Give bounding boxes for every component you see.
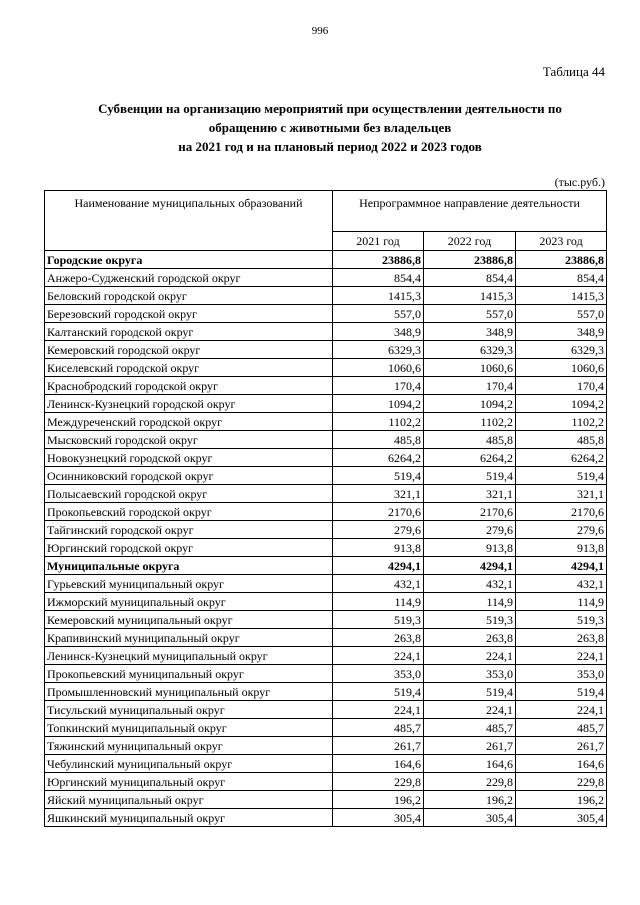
- amount-cell: 224,1: [516, 701, 607, 719]
- amount-cell: 913,8: [424, 539, 516, 557]
- municipality-name-cell: Калтанский городской округ: [45, 323, 333, 341]
- table-row: [45, 377, 607, 395]
- amount-cell: 1060,6: [424, 359, 516, 377]
- amount-cell: 114,9: [333, 593, 424, 611]
- amount-cell: 557,0: [516, 305, 607, 323]
- amount-cell: 229,8: [424, 773, 516, 791]
- amount-cell: 854,4: [333, 269, 424, 287]
- amount-cell: 263,8: [424, 629, 516, 647]
- amount-cell: 23886,8: [424, 251, 516, 269]
- amount-cell: 348,9: [424, 323, 516, 341]
- title-line: на 2021 год и на плановый период 2022 и 2023 годов: [178, 139, 482, 154]
- municipality-name-cell: Промышленновский муниципальный округ: [45, 683, 333, 701]
- amount-cell: 263,8: [516, 629, 607, 647]
- column-header-name: Наименование муниципальных образований: [45, 191, 333, 251]
- amount-cell: 557,0: [333, 305, 424, 323]
- municipality-name-cell: Новокузнецкий городской округ: [45, 449, 333, 467]
- amount-cell: 1094,2: [424, 395, 516, 413]
- amount-cell: 519,4: [333, 683, 424, 701]
- amount-cell: 196,2: [424, 791, 516, 809]
- amount-cell: 6264,2: [333, 449, 424, 467]
- table-row: [45, 701, 607, 719]
- amount-cell: 432,1: [516, 575, 607, 593]
- amount-cell: 6329,3: [516, 341, 607, 359]
- table-row: [45, 341, 607, 359]
- municipality-name-cell: Беловский городской округ: [45, 287, 333, 305]
- municipality-name-cell: Гурьевский муниципальный округ: [45, 575, 333, 593]
- municipality-name-cell: Тисульский муниципальный округ: [45, 701, 333, 719]
- amount-cell: 305,4: [333, 809, 424, 827]
- amount-cell: 557,0: [424, 305, 516, 323]
- municipality-name-cell: Киселевский городской округ: [45, 359, 333, 377]
- amount-cell: 263,8: [333, 629, 424, 647]
- amount-cell: 1060,6: [333, 359, 424, 377]
- municipality-name-cell: Прокопьевский муниципальный округ: [45, 665, 333, 683]
- amount-cell: 170,4: [333, 377, 424, 395]
- amount-cell: 485,8: [424, 431, 516, 449]
- table-row: [45, 467, 607, 485]
- column-header-program: Непрограммное направление деятельности: [333, 191, 607, 232]
- municipality-name-cell: Чебулинский муниципальный округ: [45, 755, 333, 773]
- amount-cell: 1060,6: [516, 359, 607, 377]
- amount-cell: 23886,8: [333, 251, 424, 269]
- amount-cell: 164,6: [333, 755, 424, 773]
- table-row: [45, 593, 607, 611]
- amount-cell: 170,4: [424, 377, 516, 395]
- amount-cell: 1102,2: [333, 413, 424, 431]
- municipality-name-cell: Междуреченский городской округ: [45, 413, 333, 431]
- table-row: [45, 611, 607, 629]
- municipality-name-cell: Кемеровский муниципальный округ: [45, 611, 333, 629]
- table-row: [45, 791, 607, 809]
- table-row: [45, 665, 607, 683]
- municipality-name-cell: Юргинский муниципальный округ: [45, 773, 333, 791]
- amount-cell: 2170,6: [333, 503, 424, 521]
- amount-cell: 321,1: [333, 485, 424, 503]
- amount-cell: 164,6: [516, 755, 607, 773]
- amount-cell: 432,1: [424, 575, 516, 593]
- amount-cell: 913,8: [516, 539, 607, 557]
- amount-cell: 519,4: [516, 683, 607, 701]
- amount-cell: 1415,3: [333, 287, 424, 305]
- amount-cell: 353,0: [516, 665, 607, 683]
- amount-cell: 1094,2: [333, 395, 424, 413]
- amount-cell: 519,3: [333, 611, 424, 629]
- amount-cell: 261,7: [333, 737, 424, 755]
- municipality-name-cell: Яйский муниципальный округ: [45, 791, 333, 809]
- amount-cell: 519,3: [424, 611, 516, 629]
- amount-cell: 23886,8: [516, 251, 607, 269]
- municipality-name-cell: Яшкинский муниципальный округ: [45, 809, 333, 827]
- subsidies-table: [44, 190, 607, 827]
- amount-cell: 1102,2: [516, 413, 607, 431]
- amount-cell: 321,1: [516, 485, 607, 503]
- amount-cell: 224,1: [333, 701, 424, 719]
- title-line: обращению с животными без владельцев: [208, 120, 452, 135]
- table-row: [45, 485, 607, 503]
- table-row: [45, 629, 607, 647]
- units-label: (тыс.руб.): [554, 175, 605, 189]
- amount-cell: 485,7: [333, 719, 424, 737]
- municipality-name-cell: Топкинский муниципальный округ: [45, 719, 333, 737]
- table-row: [45, 521, 607, 539]
- amount-cell: 2170,6: [424, 503, 516, 521]
- municipality-name-cell: Ленинск-Кузнецкий городской округ: [45, 395, 333, 413]
- table-row: [45, 305, 607, 323]
- amount-cell: 1102,2: [424, 413, 516, 431]
- amount-cell: 229,8: [333, 773, 424, 791]
- amount-cell: 348,9: [516, 323, 607, 341]
- amount-cell: 224,1: [424, 647, 516, 665]
- amount-cell: 519,4: [516, 467, 607, 485]
- table-row: [45, 809, 607, 827]
- amount-cell: 6264,2: [516, 449, 607, 467]
- amount-cell: 6329,3: [424, 341, 516, 359]
- amount-cell: 519,3: [516, 611, 607, 629]
- table-row: [45, 683, 607, 701]
- amount-cell: 353,0: [333, 665, 424, 683]
- table-row: [45, 269, 607, 287]
- table-label: Таблица 44: [542, 64, 605, 79]
- amount-cell: 6329,3: [333, 341, 424, 359]
- table-row: [45, 755, 607, 773]
- table-row: [45, 431, 607, 449]
- title-line: Субвенции на организацию мероприятий при осуществлении деятельности по: [98, 101, 562, 116]
- amount-cell: 279,6: [516, 521, 607, 539]
- amount-cell: 170,4: [516, 377, 607, 395]
- amount-cell: 1415,3: [516, 287, 607, 305]
- amount-cell: 485,7: [424, 719, 516, 737]
- amount-cell: 279,6: [333, 521, 424, 539]
- table-row: [45, 575, 607, 593]
- table-row: [45, 413, 607, 431]
- municipality-name-cell: Мысковский городской округ: [45, 431, 333, 449]
- amount-cell: 305,4: [424, 809, 516, 827]
- table-row: [45, 395, 607, 413]
- amount-cell: 485,8: [516, 431, 607, 449]
- table-row: [45, 647, 607, 665]
- municipality-name-cell: Ленинск-Кузнецкий муниципальный округ: [45, 647, 333, 665]
- group-name-cell: Муниципальные округа: [45, 557, 333, 575]
- table-row: [45, 539, 607, 557]
- amount-cell: 261,7: [516, 737, 607, 755]
- municipality-name-cell: Тайгинский городской округ: [45, 521, 333, 539]
- document-title: [40, 99, 620, 156]
- table-row: [45, 503, 607, 521]
- amount-cell: 348,9: [333, 323, 424, 341]
- amount-cell: 913,8: [333, 539, 424, 557]
- page-number: 996: [311, 25, 329, 37]
- amount-cell: 1415,3: [424, 287, 516, 305]
- amount-cell: 224,1: [333, 647, 424, 665]
- amount-cell: 4294,1: [516, 557, 607, 575]
- municipality-name-cell: Краснобродский городской округ: [45, 377, 333, 395]
- amount-cell: 1094,2: [516, 395, 607, 413]
- column-header-year: 2021 год: [333, 232, 424, 251]
- table-row: [45, 773, 607, 791]
- municipality-name-cell: Ижморский муниципальный округ: [45, 593, 333, 611]
- amount-cell: 4294,1: [424, 557, 516, 575]
- municipality-name-cell: Кемеровский городской округ: [45, 341, 333, 359]
- table-row: [45, 323, 607, 341]
- table-row: [45, 359, 607, 377]
- municipality-name-cell: Осинниковский городской округ: [45, 467, 333, 485]
- table-row: [45, 251, 607, 269]
- amount-cell: 164,6: [424, 755, 516, 773]
- group-name-cell: Городские округа: [45, 251, 333, 269]
- amount-cell: 196,2: [516, 791, 607, 809]
- amount-cell: 519,4: [333, 467, 424, 485]
- amount-cell: 305,4: [516, 809, 607, 827]
- table-body: [45, 251, 607, 827]
- municipality-name-cell: Березовский городской округ: [45, 305, 333, 323]
- amount-cell: 2170,6: [516, 503, 607, 521]
- table-row: [45, 449, 607, 467]
- amount-cell: 854,4: [424, 269, 516, 287]
- column-header-year: 2022 год: [424, 232, 516, 251]
- amount-cell: 224,1: [516, 647, 607, 665]
- amount-cell: 279,6: [424, 521, 516, 539]
- amount-cell: 6264,2: [424, 449, 516, 467]
- amount-cell: 261,7: [424, 737, 516, 755]
- table-row: [45, 737, 607, 755]
- table-row: [45, 287, 607, 305]
- amount-cell: 519,4: [424, 467, 516, 485]
- municipality-name-cell: Юргинский городской округ: [45, 539, 333, 557]
- table-row: [45, 557, 607, 575]
- amount-cell: 4294,1: [333, 557, 424, 575]
- amount-cell: 114,9: [424, 593, 516, 611]
- amount-cell: 519,4: [424, 683, 516, 701]
- amount-cell: 114,9: [516, 593, 607, 611]
- municipality-name-cell: Анжеро-Судженский городской округ: [45, 269, 333, 287]
- amount-cell: 485,8: [333, 431, 424, 449]
- amount-cell: 229,8: [516, 773, 607, 791]
- amount-cell: 321,1: [424, 485, 516, 503]
- municipality-name-cell: Полысаевский городской округ: [45, 485, 333, 503]
- amount-cell: 485,7: [516, 719, 607, 737]
- column-header-year: 2023 год: [516, 232, 607, 251]
- municipality-name-cell: Тяжинский муниципальный округ: [45, 737, 333, 755]
- amount-cell: 196,2: [333, 791, 424, 809]
- amount-cell: 432,1: [333, 575, 424, 593]
- amount-cell: 224,1: [424, 701, 516, 719]
- table-row: [45, 719, 607, 737]
- municipality-name-cell: Крапивинский муниципальный округ: [45, 629, 333, 647]
- amount-cell: 353,0: [424, 665, 516, 683]
- municipality-name-cell: Прокопьевский городской округ: [45, 503, 333, 521]
- amount-cell: 854,4: [516, 269, 607, 287]
